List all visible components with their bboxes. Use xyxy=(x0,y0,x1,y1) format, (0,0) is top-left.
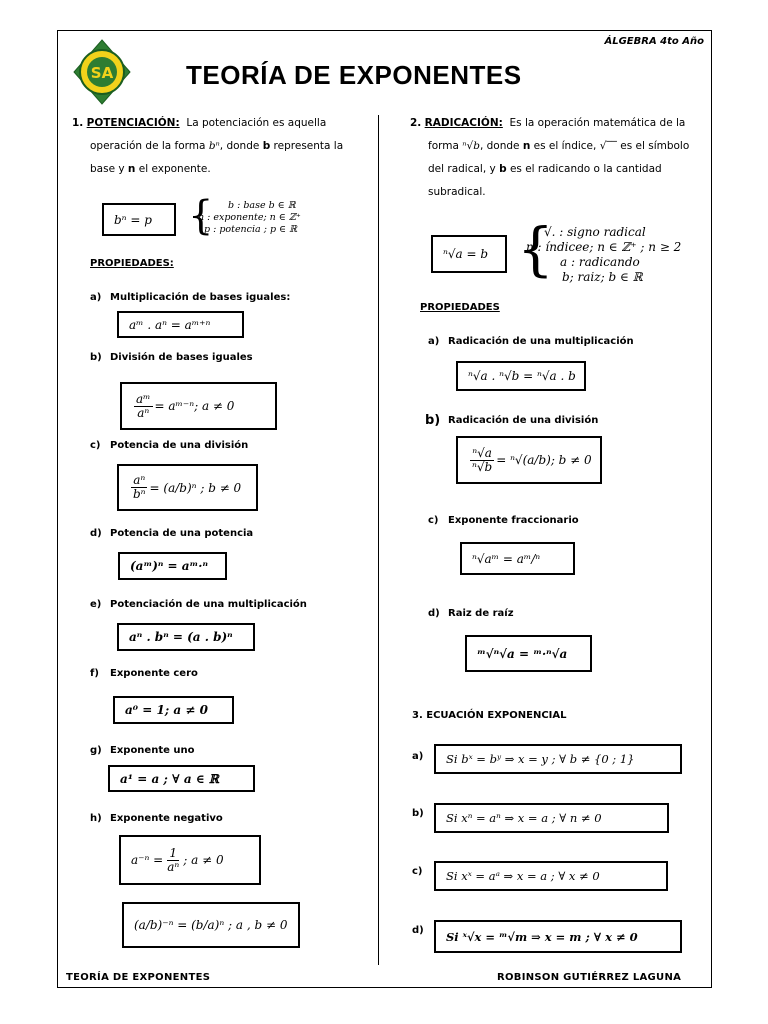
item-letter: f) xyxy=(90,668,99,679)
equation-box: Si bˣ = bʸ ⇒ x = y ; ∀ b ≠ {0 ; 1} xyxy=(434,744,682,774)
item-letter: h) xyxy=(90,813,102,824)
formula-box: a¹ = a ; ∀ a ∈ ℝ xyxy=(108,765,255,792)
left-brace: { xyxy=(188,193,214,239)
potenciacion-intro: 1. POTENCIACIÓN: La potenciación es aquella operación de la forma bⁿ, donde b representa la base y n el exponente. xyxy=(72,117,344,175)
equation-box: Si xˣ = aᵃ ⇒ x = a ; ∀ x ≠ 0 xyxy=(434,861,668,891)
right-brace: { xyxy=(517,215,554,283)
potencia-definitions: b : base b ∈ ℝ n : exponente; n ∈ ℤ⁺ p : potencia ; p ∈ ℝ xyxy=(198,200,301,235)
item-label: División de bases iguales xyxy=(110,352,253,363)
formula-box: (a/b)⁻ⁿ = (b/a)ⁿ ; a , b ≠ 0 xyxy=(122,902,300,948)
eq-letter: d) xyxy=(412,925,424,936)
formula-box: aⁿ . bⁿ = (a . b)ⁿ xyxy=(117,623,255,651)
footer-right: ROBINSON GUTIÉRREZ LAGUNA xyxy=(497,972,682,983)
item-label: Raiz de raíz xyxy=(448,608,514,619)
school-crest-logo xyxy=(72,38,132,106)
footer-left: TEORÍA DE EXPONENTES xyxy=(66,972,211,983)
item-letter: a) xyxy=(90,292,102,303)
potencia-main-formula: bⁿ = p xyxy=(102,203,176,236)
properties-heading-right: PROPIEDADES xyxy=(420,302,500,313)
item-label: Potencia de una potencia xyxy=(110,528,254,539)
item-letter: d) xyxy=(90,528,102,539)
equation-box: Si ˣ√x = ᵐ√m ⇒ x = m ; ∀ x ≠ 0 xyxy=(434,920,682,953)
formula-box: a⁻ⁿ = $\frac{1}{\text{aⁿ}}$ ; a ≠ 0 xyxy=(119,835,261,885)
item-letter: c) xyxy=(90,440,101,451)
formula-box: aᵐ . aⁿ = aᵐ⁺ⁿ xyxy=(117,311,244,338)
course-label: ÁLGEBRA 4to Año xyxy=(604,36,704,47)
item-label: Radicación de una división xyxy=(448,415,599,426)
item-letter: e) xyxy=(90,599,102,610)
item-letter: g) xyxy=(90,745,102,756)
formula-box: $\frac{\text{ⁿ√a}}{\text{ⁿ√b}}$ = ⁿ√(a/b); b ≠ 0 xyxy=(456,436,602,484)
eq-letter: a) xyxy=(412,751,424,762)
item-label: Potenciación de una multiplicación xyxy=(110,599,307,610)
properties-heading-left: PROPIEDADES: xyxy=(90,258,174,269)
item-letter: b) xyxy=(90,352,102,363)
formula-box: $\frac{\text{aⁿ}}{\text{bⁿ}}$ = (a/b)ⁿ ; b ≠ 0 xyxy=(117,464,258,511)
item-label: Exponente uno xyxy=(110,745,195,756)
item-label: Exponente cero xyxy=(110,668,198,679)
column-divider xyxy=(378,115,379,965)
equation-box: Si xⁿ = aⁿ ⇒ x = a ; ∀ n ≠ 0 xyxy=(434,803,669,833)
item-letter: a) xyxy=(428,336,440,347)
item-label: Exponente fraccionario xyxy=(448,515,579,526)
eq-letter: c) xyxy=(412,866,423,877)
item-label: Potencia de una división xyxy=(110,440,249,451)
formula-box: a⁰ = 1; a ≠ 0 xyxy=(113,696,234,724)
formula-box: ⁿ√a . ⁿ√b = ⁿ√a . b xyxy=(456,361,586,391)
item-letter: b) xyxy=(425,413,441,428)
ecuacion-heading: 3. ECUACIÓN EXPONENCIAL xyxy=(412,710,567,721)
item-letter: d) xyxy=(428,608,440,619)
radical-main-formula: ⁿ√a = b xyxy=(431,235,507,273)
item-letter: c) xyxy=(428,515,439,526)
radicacion-intro: 2. RADICACIÓN: Es la operación matemática de la forma ⁿ√b, donde n es el índice, √‾‾ es el símbolo del radical, y b es el radicando o la cantidad subradical. xyxy=(410,117,690,198)
formula-box: $\frac{\text{aᵐ}}{\text{aⁿ}}$ = aᵐ⁻ⁿ; a ≠ 0 xyxy=(120,382,277,430)
formula-box: ⁿ√aᵐ = aᵐ/ⁿ xyxy=(460,542,575,575)
item-label: Multiplicación de bases iguales: xyxy=(110,292,291,303)
item-label: Radicación de una multiplicación xyxy=(448,336,634,347)
eq-letter: b) xyxy=(412,808,424,819)
item-label: Exponente negativo xyxy=(110,813,223,824)
page-title: TEORÍA DE EXPONENTES xyxy=(186,60,522,90)
logo-letters: SA xyxy=(90,64,114,82)
formula-box: ᵐ√ⁿ√a = ᵐ·ⁿ√a xyxy=(465,635,592,672)
formula-box: (aᵐ)ⁿ = aᵐ·ⁿ xyxy=(118,552,227,580)
radical-definitions: √. : signo radical n : índicee; n ∈ ℤ⁺ ; n ≥ 2 a : radicando b; raiz; b ∈ ℝ xyxy=(526,225,682,284)
